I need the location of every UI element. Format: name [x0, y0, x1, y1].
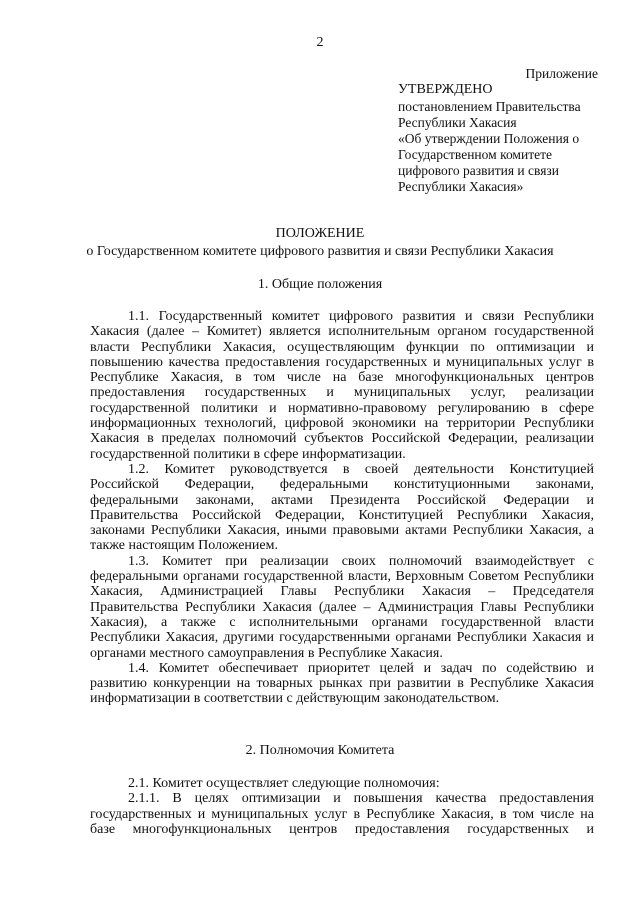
approval-line: «Об утверждении Положения о [398, 131, 580, 146]
approval-line: Республики Хакасия» [398, 179, 524, 194]
paragraph-2-1: 2.1. Комитет осуществляет следующие полномочия: [128, 776, 440, 791]
approval-line: Государственном комитете [398, 147, 552, 162]
section-heading-powers: 2. Полномочия Комитета [245, 743, 395, 758]
approval-line: постановлением Правительства [398, 99, 581, 114]
section-powers-body [90, 776, 594, 837]
approval-line: цифрового развития и связи [398, 163, 559, 178]
paragraph-2-1-1: 2.1.1. В целях оптимизации и повышения качества предоставления государственных и муниципальных услуг в Республике Хакасия, в том числе на базе многофункциональных центров предоставления государственных и [90, 791, 594, 837]
document-subtitle: о Государственном комитете цифрового развития и связи Республики Хакасия [86, 244, 554, 259]
paragraph-1-3: 1.3. Комитет при реализации своих полномочий взаимодействует с федеральными органами государственной власти, Верховным Советом Республики Хакасия, Администрацией Главы Республики Хакасия – Председателя Правительства Республики Хакасия (далее – Администрация Главы Республики Хакасия), а также с исполнительными органами государственной власти Республики Хакасия, другими государственными органами Республики Хакасия и органами местного самоуправления в Республике Хакасия. [90, 553, 594, 661]
section-general-body [90, 309, 594, 707]
appendix-label: Приложение [525, 66, 598, 81]
paragraph-1-2: 1.2. Комитет руководствуется в своей деятельности Конституцией Российской Федерации, федеральными конституционными законами, федеральными законами, актами Президента Российской Федерации и Правительства Российской Федерации, Конституцией Республики Хакасия, законами Республики Хакасия, иными правовыми актами Республики Хакасия, а также настоящим Положением. [90, 461, 594, 554]
approval-stamp-block [398, 82, 608, 195]
page-number: 2 [316, 35, 324, 50]
paragraph-1-4: 1.4. Комитет обеспечивает приоритет целей и задач по содействию и развитию конкуренции на товарных рынках при развитии в Республике Хакасия информатизации в соответствии с действующим законодательством. [90, 660, 594, 707]
approval-line: Республики Хакасия [398, 115, 517, 130]
section-heading-general: 1. Общие положения [257, 277, 383, 292]
document-title: ПОЛОЖЕНИЕ [275, 226, 365, 241]
paragraph-1-1: 1.1. Государственный комитет цифрового развития и связи Республики Хакасия (далее – Комитет) является исполнительным органом государственной власти Республики Хакасия, осуществляющим функции по оптимизации и повышению качества предоставления государственных и муниципальных услуг в Республике Хакасия, в том числе на базе многофункциональных центров предоставления государственных и муниципальных услуг, реализации государственной политики и нормативно-правовому регулированию в сфере информационных технологий, цифровой экономики на территории Республики Хакасия в пределах полномочий субъектов Российской Федерации, реализации государственной политики в сфере информатизации. [90, 309, 594, 462]
approval-heading: УТВЕРЖДЕНО [398, 82, 493, 97]
